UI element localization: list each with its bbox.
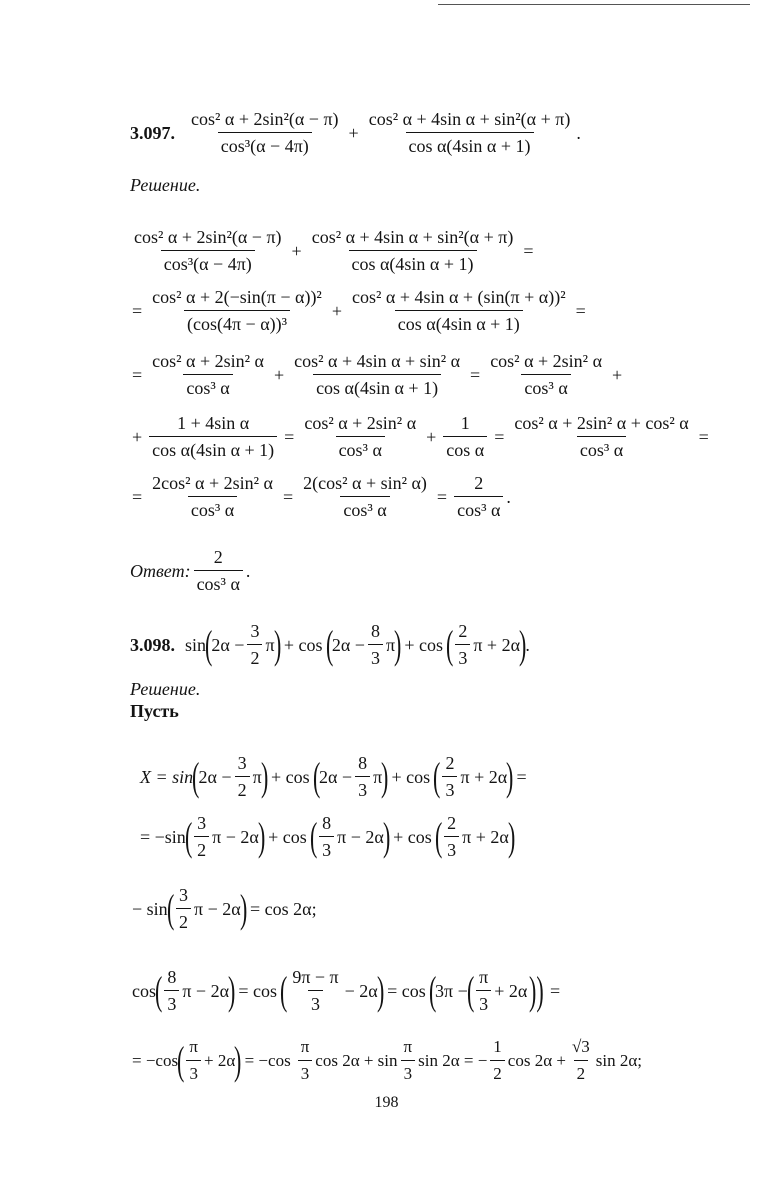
problem-number-097: 3.097. bbox=[130, 122, 175, 143]
math-text: + 2α bbox=[494, 980, 528, 1001]
math-text: . bbox=[576, 122, 581, 143]
math-text: √3 bbox=[571, 1037, 590, 1056]
math-text: 1 + 4sin α bbox=[177, 413, 250, 433]
math-text: cos α bbox=[443, 436, 487, 461]
math-text: π bbox=[479, 967, 489, 987]
math-symbol: = bbox=[282, 486, 294, 507]
solution-heading-097: Решение. bbox=[130, 175, 201, 195]
fraction bbox=[131, 226, 285, 275]
math-text: = cos bbox=[238, 980, 277, 1001]
bracket: ( bbox=[433, 753, 441, 799]
math-text: cos³ α bbox=[454, 496, 503, 521]
math-text: 3 bbox=[455, 644, 470, 669]
fraction bbox=[349, 286, 569, 335]
math-symbol: = bbox=[494, 426, 505, 447]
math-symbol: = bbox=[575, 300, 586, 321]
math-text: 3 bbox=[319, 836, 334, 861]
math-text: 2 bbox=[447, 813, 457, 833]
math-symbol: . bbox=[506, 486, 511, 507]
bracket: ( bbox=[309, 813, 318, 859]
bracket: ( bbox=[428, 967, 437, 1013]
math-text: 3 bbox=[308, 990, 323, 1015]
bracket: ) bbox=[519, 621, 527, 667]
math-text: + 2α bbox=[204, 1050, 236, 1070]
math-text: + cos bbox=[271, 766, 310, 787]
bracket: ( bbox=[434, 813, 443, 859]
bracket: ( bbox=[325, 621, 333, 667]
math-text: cos³ α bbox=[183, 374, 232, 399]
math-text: cos α(4sin α + 1) bbox=[349, 250, 477, 275]
bracket: ) bbox=[394, 621, 402, 667]
math-symbol: = bbox=[470, 364, 481, 385]
math-text: π − 2α bbox=[194, 898, 241, 919]
math-text: 2 bbox=[235, 776, 250, 801]
math-text: = cos 2α; bbox=[250, 898, 317, 919]
math-text: 2 bbox=[474, 473, 484, 493]
math-text: = −cos bbox=[244, 1050, 291, 1070]
math-text: sin 2α = − bbox=[418, 1050, 488, 1070]
math-text: = −sin bbox=[140, 826, 186, 847]
math-symbol: = bbox=[132, 364, 143, 385]
math-text: + cos bbox=[404, 634, 444, 655]
fraction bbox=[235, 752, 250, 801]
bracket: ) bbox=[260, 753, 269, 799]
fraction bbox=[476, 966, 491, 1015]
fraction bbox=[309, 226, 517, 275]
math-text: 1 bbox=[493, 1037, 502, 1056]
math-text: X = sin bbox=[140, 766, 194, 787]
math-text: cos³ α bbox=[521, 374, 570, 399]
fraction bbox=[511, 412, 691, 461]
math-text: 3 bbox=[179, 885, 188, 905]
math-text: 2 bbox=[458, 621, 468, 641]
math-text: − sin bbox=[132, 898, 168, 919]
fraction bbox=[444, 812, 459, 861]
math-symbol: + bbox=[132, 426, 143, 447]
math-text: cos³ α bbox=[336, 436, 385, 461]
math-text: (cos(4π − α))³ bbox=[184, 310, 290, 335]
fraction bbox=[300, 472, 430, 521]
math-text: cos² α + 4sin α + sin² α bbox=[294, 351, 461, 371]
math-symbol: = bbox=[698, 426, 709, 447]
solution-heading-098: Решение. bbox=[130, 679, 201, 699]
math-text: cos³ α bbox=[194, 570, 243, 595]
fraction bbox=[186, 1036, 201, 1085]
solution-097-line-4 bbox=[128, 412, 713, 461]
math-symbol: = bbox=[436, 486, 448, 507]
bracket: ) bbox=[239, 885, 248, 931]
math-text: = bbox=[549, 980, 561, 1001]
fraction bbox=[149, 350, 267, 399]
math-text: π − 2α bbox=[212, 826, 259, 847]
math-symbol: + bbox=[348, 122, 359, 143]
math-text: 3 bbox=[250, 621, 260, 641]
math-text: π bbox=[373, 766, 383, 787]
math-symbol: = bbox=[132, 486, 143, 507]
fraction bbox=[149, 472, 276, 521]
math-text: π bbox=[252, 766, 262, 787]
math-symbol: + bbox=[612, 364, 623, 385]
math-text: π bbox=[189, 1037, 199, 1056]
math-text: 8 bbox=[370, 621, 380, 641]
math-text: cos² α + 2sin² α + cos² α bbox=[514, 413, 689, 433]
math-text: 3 bbox=[368, 644, 383, 669]
math-text: cos³ α bbox=[577, 436, 626, 461]
bracket: ) bbox=[257, 813, 266, 859]
math-text: 8 bbox=[167, 967, 177, 987]
bracket: ) bbox=[381, 753, 389, 799]
math-text: . bbox=[525, 634, 530, 655]
fraction bbox=[454, 472, 503, 521]
math-symbol: + bbox=[331, 300, 342, 321]
math-text: cos³ α bbox=[340, 496, 389, 521]
math-text: cos α(4sin α + 1) bbox=[313, 374, 441, 399]
bracket: ( bbox=[466, 967, 475, 1013]
bracket: ( bbox=[184, 813, 193, 859]
math-text: cos α(4sin α + 1) bbox=[395, 310, 523, 335]
fraction bbox=[368, 620, 383, 669]
math-text: 3 bbox=[444, 836, 459, 861]
math-symbol: + bbox=[426, 426, 437, 447]
math-text: cos² α + 2sin² α bbox=[490, 351, 602, 371]
answer-097 bbox=[130, 546, 250, 595]
solution-098-line-3 bbox=[132, 884, 321, 933]
fraction bbox=[319, 812, 334, 861]
math-text: 2α − bbox=[211, 634, 245, 655]
math-text: cos² α + 4sin α + sin²(α + π) bbox=[368, 109, 571, 129]
math-text: 8 bbox=[322, 813, 332, 833]
math-text: cos³ α bbox=[188, 496, 237, 521]
math-text: = cos bbox=[387, 980, 426, 1001]
math-text: 2α − bbox=[198, 766, 232, 787]
math-text: + cos bbox=[393, 826, 432, 847]
bracket: ) bbox=[507, 813, 516, 859]
fraction bbox=[442, 752, 457, 801]
bracket: ) bbox=[506, 753, 514, 799]
math-text: cos² α + 2sin² α bbox=[304, 413, 417, 433]
math-text: 2 bbox=[445, 753, 455, 773]
math-text: cos³(α − 4π) bbox=[218, 132, 312, 157]
math-text: 2(cos² α + sin² α) bbox=[303, 473, 427, 493]
math-text: π − 2α bbox=[337, 826, 384, 847]
math-text: cos 2α + sin bbox=[315, 1050, 398, 1070]
fraction bbox=[149, 412, 277, 461]
math-text: + cos bbox=[268, 826, 307, 847]
math-text: 3 bbox=[197, 813, 207, 833]
bracket: ( bbox=[312, 753, 320, 799]
math-text: 3 bbox=[401, 1060, 416, 1085]
let-word: Пусть bbox=[130, 701, 179, 721]
math-text: 3 bbox=[355, 776, 370, 801]
math-text: cos² α + 4sin α + (sin(π + α))² bbox=[352, 287, 566, 307]
math-text: π + 2α bbox=[473, 634, 521, 655]
problem-number-098: 3.098. bbox=[130, 634, 175, 655]
math-text: cos 2α + bbox=[507, 1050, 566, 1070]
math-symbol: = bbox=[132, 300, 143, 321]
math-text: π + 2α bbox=[462, 826, 509, 847]
fraction bbox=[176, 884, 191, 933]
math-text: π bbox=[403, 1037, 413, 1056]
top-rule bbox=[438, 4, 750, 5]
fraction bbox=[194, 546, 243, 595]
math-text: 8 bbox=[358, 753, 368, 773]
solution-097-line-5 bbox=[128, 472, 511, 521]
bracket: ) bbox=[227, 967, 236, 1013]
fraction bbox=[164, 966, 179, 1015]
math-symbol: + bbox=[273, 364, 285, 385]
math-text: 2cos² α + 2sin² α bbox=[152, 473, 273, 493]
math-symbol: = bbox=[523, 240, 534, 261]
math-text: cos bbox=[132, 980, 156, 1001]
math-text: 2α − bbox=[331, 634, 365, 655]
bracket: ) bbox=[273, 621, 281, 667]
math-text: cos² α + 2sin²(α − π) bbox=[191, 109, 339, 129]
math-text: cos² α + 2sin² α bbox=[152, 351, 264, 371]
math-text: π bbox=[385, 634, 396, 655]
math-text: 3 bbox=[164, 990, 179, 1015]
solution-097-line-1 bbox=[128, 226, 537, 275]
answer-label: Ответ: bbox=[130, 560, 191, 581]
bracket: ( bbox=[154, 967, 163, 1013]
math-text: 2α − bbox=[318, 766, 353, 787]
fraction bbox=[366, 108, 574, 157]
math-text: cos² α + 2(−sin(π − α))² bbox=[152, 287, 322, 307]
problem-097 bbox=[130, 108, 581, 157]
solution-098-line-5 bbox=[132, 1036, 642, 1085]
math-text: 3 bbox=[186, 1060, 201, 1085]
problem-098 bbox=[130, 620, 530, 669]
math-symbol: + bbox=[291, 240, 302, 261]
math-text: 2 bbox=[213, 547, 223, 567]
bracket: ( bbox=[279, 967, 288, 1013]
fraction bbox=[355, 752, 370, 801]
math-text: 3 bbox=[476, 990, 491, 1015]
math-text: 3 bbox=[442, 776, 457, 801]
math-text: + cos bbox=[391, 766, 431, 787]
fraction bbox=[401, 1036, 416, 1085]
bracket: ( bbox=[446, 621, 454, 667]
fraction bbox=[291, 350, 463, 399]
math-text: π − 2α bbox=[182, 980, 229, 1001]
math-text: π bbox=[300, 1037, 310, 1056]
fraction bbox=[289, 966, 341, 1015]
page-number: 198 bbox=[374, 1094, 399, 1111]
solution-098-line-1 bbox=[140, 752, 531, 801]
math-text: 2 bbox=[176, 908, 191, 933]
math-text: 2 bbox=[247, 644, 262, 669]
math-symbol: = bbox=[284, 426, 295, 447]
math-text: cos² α + 2sin²(α − π) bbox=[134, 227, 282, 247]
bracket: )) bbox=[529, 967, 544, 1013]
bracket: ( bbox=[205, 621, 213, 667]
math-text: 3 bbox=[237, 753, 247, 773]
math-text: cos³(α − 4π) bbox=[161, 250, 255, 275]
solution-097-line-3 bbox=[128, 350, 626, 399]
math-text: cos² α + 4sin α + sin²(α + π) bbox=[311, 227, 514, 247]
fraction bbox=[443, 412, 487, 461]
bracket: ( bbox=[166, 885, 175, 931]
fraction bbox=[194, 812, 209, 861]
bracket: ) bbox=[382, 813, 391, 859]
bracket: ) bbox=[234, 1037, 242, 1083]
math-text: − 2α bbox=[344, 980, 378, 1001]
math-text: 2 bbox=[574, 1060, 589, 1085]
solution-098-line-2 bbox=[140, 812, 514, 861]
fraction bbox=[188, 108, 342, 157]
math-text: 2 bbox=[194, 836, 209, 861]
fraction bbox=[487, 350, 605, 399]
math-text: 3π − bbox=[435, 980, 468, 1001]
math-text: 3 bbox=[298, 1060, 313, 1085]
math-text: 1 bbox=[460, 413, 470, 433]
math-text: + cos bbox=[283, 634, 323, 655]
math-text: π bbox=[265, 634, 275, 655]
math-text: 2 bbox=[490, 1060, 505, 1085]
fraction bbox=[490, 1036, 505, 1085]
fraction bbox=[569, 1036, 593, 1085]
math-text: 9π − π bbox=[292, 967, 339, 987]
fraction bbox=[298, 1036, 313, 1085]
math-text: π + 2α bbox=[460, 766, 508, 787]
fraction bbox=[455, 620, 470, 669]
solution-097-line-2 bbox=[128, 286, 590, 335]
fraction bbox=[149, 286, 325, 335]
math-text: sin bbox=[185, 634, 207, 655]
bracket: ( bbox=[177, 1037, 185, 1083]
bracket: ( bbox=[192, 753, 200, 799]
math-text: = bbox=[516, 766, 527, 787]
math-text: = −cos bbox=[132, 1050, 179, 1070]
math-symbol: . bbox=[245, 560, 251, 581]
math-text: sin 2α; bbox=[595, 1050, 643, 1070]
fraction bbox=[301, 412, 419, 461]
fraction bbox=[247, 620, 262, 669]
solution-098-line-4 bbox=[132, 966, 564, 1015]
math-text: cos α(4sin α + 1) bbox=[149, 436, 277, 461]
bracket: ) bbox=[376, 967, 385, 1013]
math-text: cos α(4sin α + 1) bbox=[406, 132, 534, 157]
